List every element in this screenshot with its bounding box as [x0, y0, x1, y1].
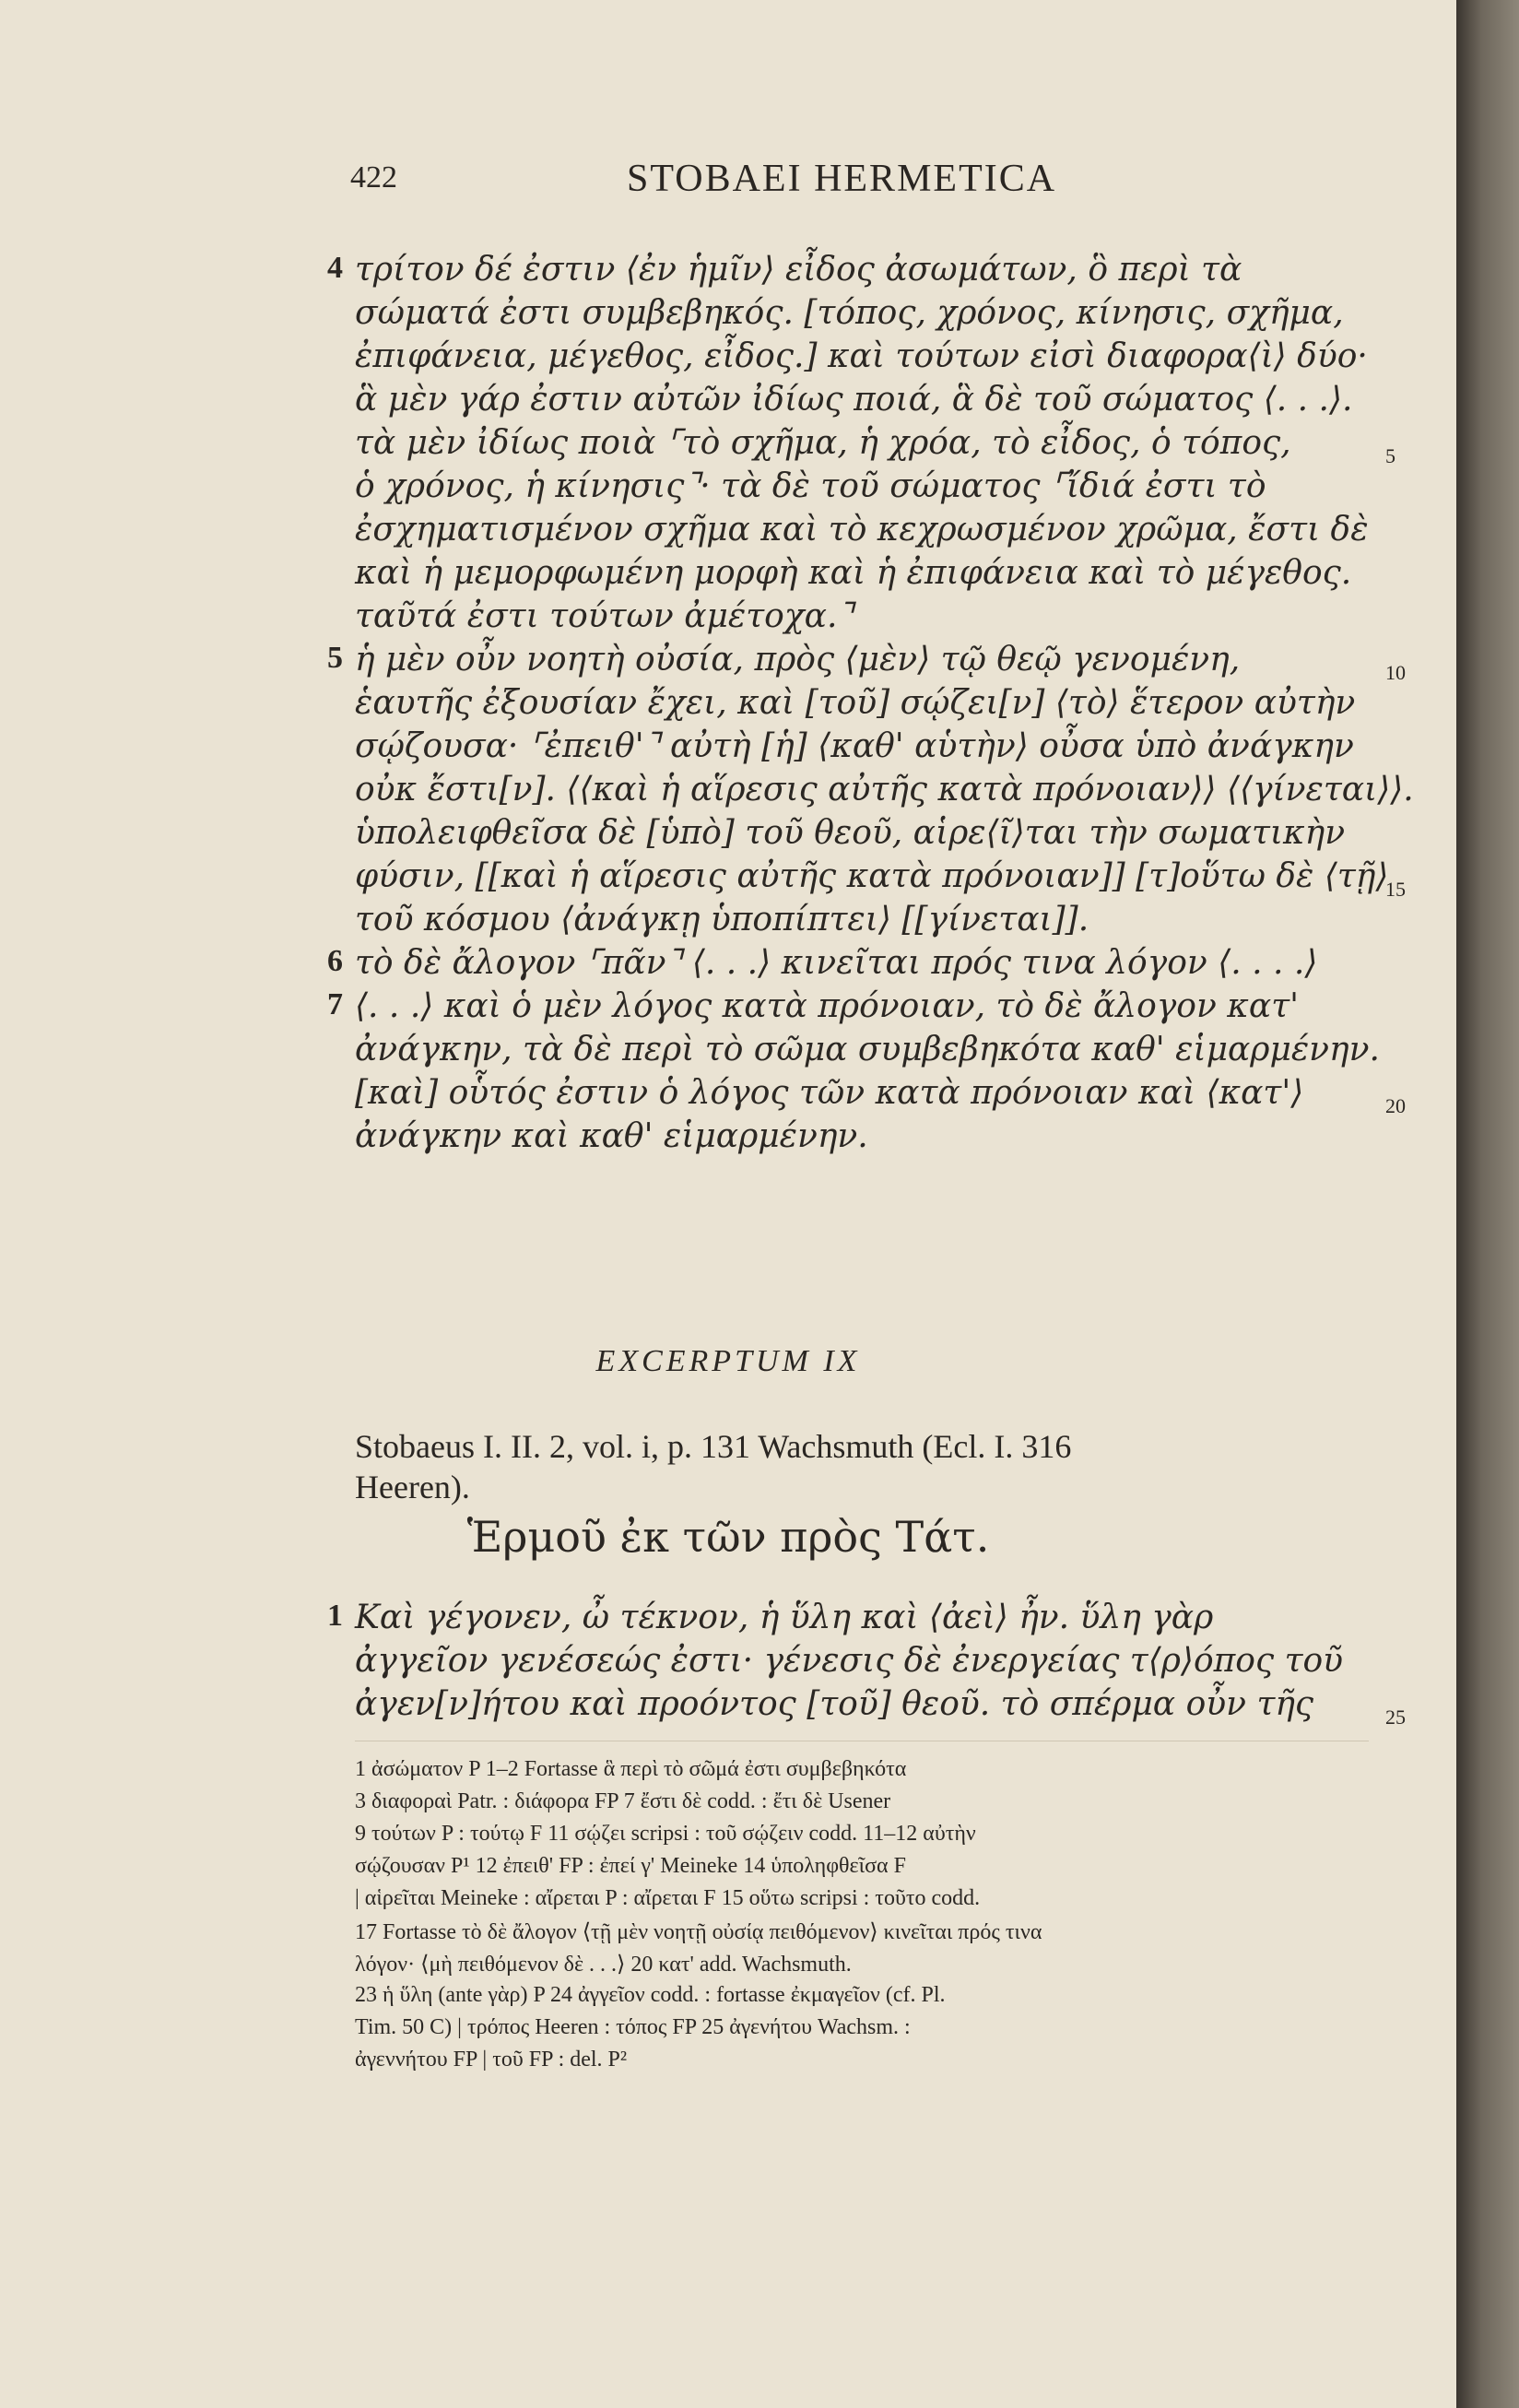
line-text: ἐπιφάνεια, μέγεθος, εἶδος.] καὶ τούτων εἰσὶ διαφορα⟨ὶ⟩ δύο· [355, 337, 1368, 375]
footnote-line: 23 ἡ ὕλη (ante γὰρ) P 24 ἀγγεῖον codd. : fortasse ἐκμαγεῖον (cf. Pl. [355, 1983, 946, 2007]
line-text: τοῦ κόσμου ⟨ἀνάγκῃ ὑποπίπτει⟩ [[γίνεται]]. [355, 901, 1089, 938]
section-number: 6 [327, 944, 343, 978]
excerpt-title: EXCERPTUM IX [595, 1344, 861, 1378]
line-text: ἀνάγκην, τὰ δὲ περὶ τὸ σῶμα συμβεβηκότα καθ' εἱμαρμένην. [355, 1031, 1380, 1068]
line-text: καὶ ἡ μεμορφωμένη μορφὴ καὶ ἡ ἐπιφάνεια καὶ τὸ μέγεθος. [355, 554, 1352, 592]
line-text: ὁ χρόνος, ἡ κίνησις⌝· τὰ δὲ τοῦ σώματος ⌜ἴδιά ἐστι τὸ [355, 467, 1266, 505]
line-number: 15 [1385, 878, 1406, 901]
section-number: 5 [327, 641, 343, 675]
line-text: ἃ μὲν γάρ ἐστιν αὐτῶν ἰδίως ποιά, ἃ δὲ τοῦ σώματος ⟨. . .⟩. [355, 381, 1353, 419]
line-text: τρίτον δέ ἐστιν ⟨ἐν ἡμῖν⟩ εἶδος ἀσωμάτων, ὃ περὶ τὰ [355, 251, 1242, 289]
line-text: ταῦτά ἐστι τούτων ἀμέτοχα.⌝ [355, 597, 854, 635]
line-text: ἀγγεῖον γενέσεώς ἐστι· γένεσις δὲ ἐνεργείας τ⟨ρ⟩όπος τοῦ [355, 1642, 1344, 1680]
line-text: ⟨. . .⟩ καὶ ὁ μὲν λόγος κατὰ πρόνοιαν, τὸ δὲ ἄλογον κατ' [355, 987, 1300, 1025]
line-text: τὸ δὲ ἄλογον ⌜πᾶν⌝ ⟨. . .⟩ κινεῖται πρός τινα λόγον ⟨. . . .⟩ [355, 944, 1318, 982]
line-text: σῴζουσα· ⌜ἐπειθ'⌝ αὐτὴ [ἡ] ⟨καθ' αὑτὴν⟩ οὖσα ὑπὸ ἀνάγκην [355, 727, 1354, 765]
line-number: 5 [1385, 444, 1395, 467]
footnote-line: | αἱρεῖται Meineke : αἴρεται P : αἴρεται F 15 οὕτω scripsi : τοῦτο codd. [355, 1886, 981, 1910]
footnote-line: σῴζουσαν P¹ 12 ἐπειθ' FP : ἐπεί γ' Meineke 14 ὑποληφθεῖσα F [355, 1854, 906, 1878]
footnote-line: 1 ἀσώματον P 1–2 Fortasse ἃ περὶ τὸ σῶμά ἐστι συμβεβηκότα [355, 1757, 907, 1781]
line-text: οὐκ ἔστι[ν]. ⟨⟨καὶ ἡ αἵρεσις αὐτῆς κατὰ πρόνοιαν⟩⟩ ⟨⟨γίνεται⟩⟩. [355, 771, 1414, 809]
line-text: φύσιν, [[καὶ ἡ αἵρεσις αὐτῆς κατὰ πρόνοιαν]] [τ]οὕτω δὲ ⟨τῇ⟩ [355, 857, 1389, 895]
line-text: ἡ μὲν οὖν νοητὴ οὐσία, πρὸς ⟨μὲν⟩ τῷ θεῷ γενομένη, [355, 641, 1241, 679]
running-head [0, 157, 1456, 212]
line-text: ἑαυτῆς ἐξουσίαν ἔχει, καὶ [τοῦ] σῴζει[ν] ⟨τὸ⟩ ἕτερον αὐτὴν [355, 684, 1356, 722]
line-text: τὰ μὲν ἰδίως ποιὰ ⌜τὸ σχῆμα, ἡ χρόα, τὸ εἶδος, ὁ τόπος, [355, 424, 1291, 462]
book-spine-edge [1456, 0, 1519, 2408]
line-text: ἀνάγκην καὶ καθ' εἱμαρμένην. [355, 1117, 868, 1155]
text-line [355, 1117, 868, 1173]
section-number: 4 [327, 251, 343, 285]
section-number: 1 [327, 1599, 343, 1633]
source-line: Stobaeus I. II. 2, vol. i, p. 131 Wachsmuth (Ecl. I. 316 [355, 1428, 1072, 1465]
source-line: Heeren). [355, 1469, 470, 1505]
line-number: 20 [1385, 1094, 1406, 1117]
line-text: ἐσχηματισμένον σχῆμα καὶ τὸ κεχρωσμένον χρῶμα, ἔστι δὲ [355, 511, 1369, 549]
line-text: ὑπολειφθεῖσα δὲ [ὑπὸ] τοῦ θεοῦ, αἱρε⟨ῖ⟩ται τὴν σωματικὴν [355, 814, 1346, 852]
line-number: 10 [1385, 661, 1406, 684]
footnote-line: 9 τούτων P : τούτῳ F 11 σῴζει scripsi : τοῦ σῴζειν codd. 11–12 αὐτὴν [355, 1822, 976, 1846]
greek-heading: Ἑρμοῦ ἐκ τῶν πρὸς Τάτ. [466, 1512, 990, 1562]
line-text: [καὶ] οὗτός ἐστιν ὁ λόγος τῶν κατὰ πρόνοιαν καὶ ⟨κατ'⟩ [355, 1074, 1304, 1112]
running-title: STOBAEI HERMETICA [627, 158, 1057, 200]
section-number: 7 [327, 987, 343, 1021]
footnote-line: ἀγεννήτου FP | τοῦ FP : del. P² [355, 2048, 628, 2072]
footnote-line: 17 Fortasse τὸ δὲ ἄλογον ⟨τῇ μὲν νοητῇ οὐσίᾳ πειθόμενον⟩ κινεῖται πρός τινα [355, 1920, 1042, 1944]
footnote-line: 3 διαφοραὶ Patr. : διάφορα FP 7 ἔστι δὲ codd. : ἔτι δὲ Usener [355, 1789, 891, 1813]
line-text: σώματά ἐστι συμβεβηκός. [τόπος, χρόνος, κίνησις, σχῆμα, [355, 294, 1344, 332]
page-number: 422 [350, 160, 397, 195]
footnote-line: Tim. 50 C) | τρόπος Heeren : τόπος FP 25 ἀγενήτου Wachsm. : [355, 2015, 911, 2039]
line-text: ἀγεν[ν]ήτου καὶ προόντος [τοῦ] θεοῦ. τὸ σπέρμα οὖν τῆς [355, 1685, 1314, 1723]
footnote-line: λόγον· ⟨μὴ πειθόμενον δὲ . . .⟩ 20 κατ' add. Wachsmuth. [355, 1953, 852, 1977]
text-line [355, 1685, 1313, 1741]
line-text: Καὶ γέγονεν, ὦ τέκνον, ἡ ὕλη καὶ ⟨ἀεὶ⟩ ἦν. ὕλη γὰρ [355, 1599, 1214, 1636]
line-number: 25 [1385, 1706, 1406, 1729]
